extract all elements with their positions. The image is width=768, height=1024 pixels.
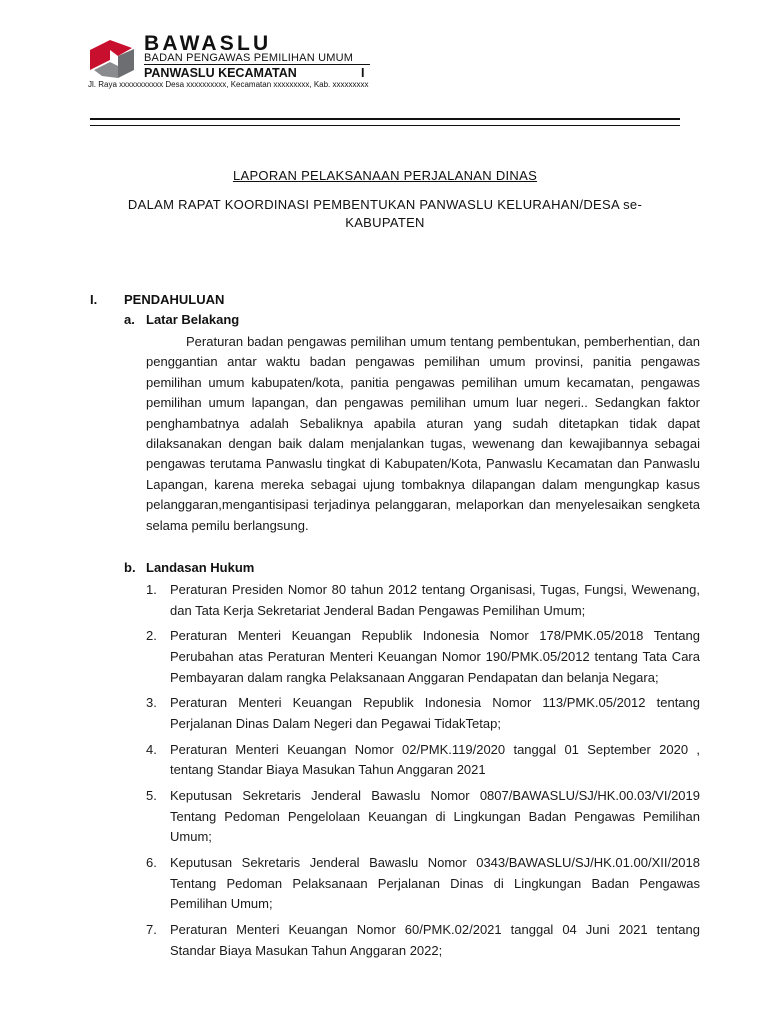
header-rule-thin [90,125,680,126]
brand-name: BAWASLU [144,32,272,55]
list-item-text: Keputusan Sekretaris Jenderal Bawaslu Nomor 0343/BAWASLU/SJ/HK.01.00/XII/2018 Tentang Pedoman Pelaksanaan Perjalanan Dinas di Lingkungan Badan Pengawas Pemilihan Umum; [170,855,700,912]
subsection-b-title: Landasan Hukum [146,560,255,575]
list-item [146,920,700,961]
document-title: LAPORAN PELAKSANAAN PERJALANAN DINAS [232,168,538,183]
list-item-number: 6. [146,855,157,871]
list-item [146,693,700,734]
list-item-text: Peraturan Menteri Keuangan Republik Indonesia Nomor 113/PMK.05/2012 tentang Perjalanan Dinas Dalam Negeri dan Pegawai TidakTetap; [170,695,700,731]
legal-basis-list [146,580,700,966]
list-item-number: 7. [146,922,157,938]
office-name: PANWASLU KECAMATAN [144,66,297,80]
list-item-number: 1. [146,582,157,597]
office-mark: I [361,66,365,80]
document-subtitle-line1: DALAM RAPAT KOORDINASI PEMBENTUKAN PANWASLU KELURAHAN/DESA se- [127,197,643,212]
list-item-number: 3. [146,695,157,711]
list-item-text: Peraturan Menteri Keuangan Republik Indonesia Nomor 178/PMK.05/2018 Tentang Perubahan atas Peraturan Menteri Keuangan Nomor 190/PMK.05/2012 tentang Tata Cara Pembayaran dalam rangka Pelaksanaan Anggaran Pendapatan dan belanja Negara; [170,628,700,685]
document-subtitle-line2: KABUPATEN [345,215,425,230]
list-item [146,740,700,781]
list-item-number: 5. [146,788,157,804]
list-item-number: 4. [146,741,157,757]
background-paragraph [146,332,700,536]
section-number: I. [90,292,98,307]
letterhead [88,34,688,94]
list-item-text: Peraturan Menteri Keuangan Nomor 60/PMK.02/2021 tanggal 04 Juni 2021 tentang Standar Biaya Masukan Tahun Anggaran 2022; [170,922,700,958]
list-item-number: 2. [146,628,157,644]
list-item-text: Keputusan Sekretaris Jenderal Bawaslu Nomor 0807/BAWASLU/SJ/HK.00.03/VI/2019 Tentang Pedoman Pengelolaan Keuangan di Lingkungan Badan Pengawas Pemilihan Umum; [170,788,700,845]
bawaslu-logo-icon [88,36,138,80]
document-subtitle [90,196,680,232]
subsection-b-letter: b. [124,560,136,575]
background-text: Peraturan badan pengawas pemilihan umum tentang pembentukan, pemberhentian, dan penggantian antar waktu badan pengawas pemilihan umum provinsi, panitia pengawas pemilihan umum kabupaten/kota, panitia pengawas pemilihan umum kecamatan, pengawas pemilihan umum lapangan, dan pengawas pemilihan umum luar negeri.. Sedangkan faktor penghambatnya adalah Sebaliknya apabila aturan yang sudah ditetapkan tidak dapat dilaksanakan dengan baik dalam menjalankan tugas, wewenang dan kewajibannya sebagai pengawas terutama Panwaslu tingkat di Kabupaten/Kota, Panwaslu Kecamatan dan Panwaslu Lapangan, karena mereka sebagai ujung tombaknya dilapangan dalam mengungkap kasus pelanggaran,mengantisipasi terjadinya pelanggaran, melaporkan dan menyelesaikan sengketa selama pemilu berlangsung. [146,334,700,533]
subsection-a-title: Latar Belakang [146,312,240,327]
list-item [146,626,700,688]
header-rule-thick [90,118,680,120]
subsection-a-letter: a. [124,312,135,327]
list-item-text: Peraturan Menteri Keuangan Nomor 02/PMK.119/2020 tanggal 01 September 2020 , tentang Standar Biaya Masukan Tahun Anggaran 2021 [170,741,700,778]
list-item [146,580,700,621]
section-title: PENDAHULUAN [124,292,225,307]
office-address: Jl. Raya xxxxxxxxxxx Desa xxxxxxxxxx, Kecamatan xxxxxxxxx, Kab. xxxxxxxxx [88,80,369,89]
brand-subtitle: BADAN PENGAWAS PEMILIHAN UMUM [144,52,354,64]
list-item [146,853,700,915]
list-item-text: Peraturan Presiden Nomor 80 tahun 2012 tentang Organisasi, Tugas, Fungsi, Wewenang, dan Tata Kerja Sekretariat Jenderal Badan Pengawas Pemilihan Umum; [170,582,700,618]
list-item [146,786,700,848]
